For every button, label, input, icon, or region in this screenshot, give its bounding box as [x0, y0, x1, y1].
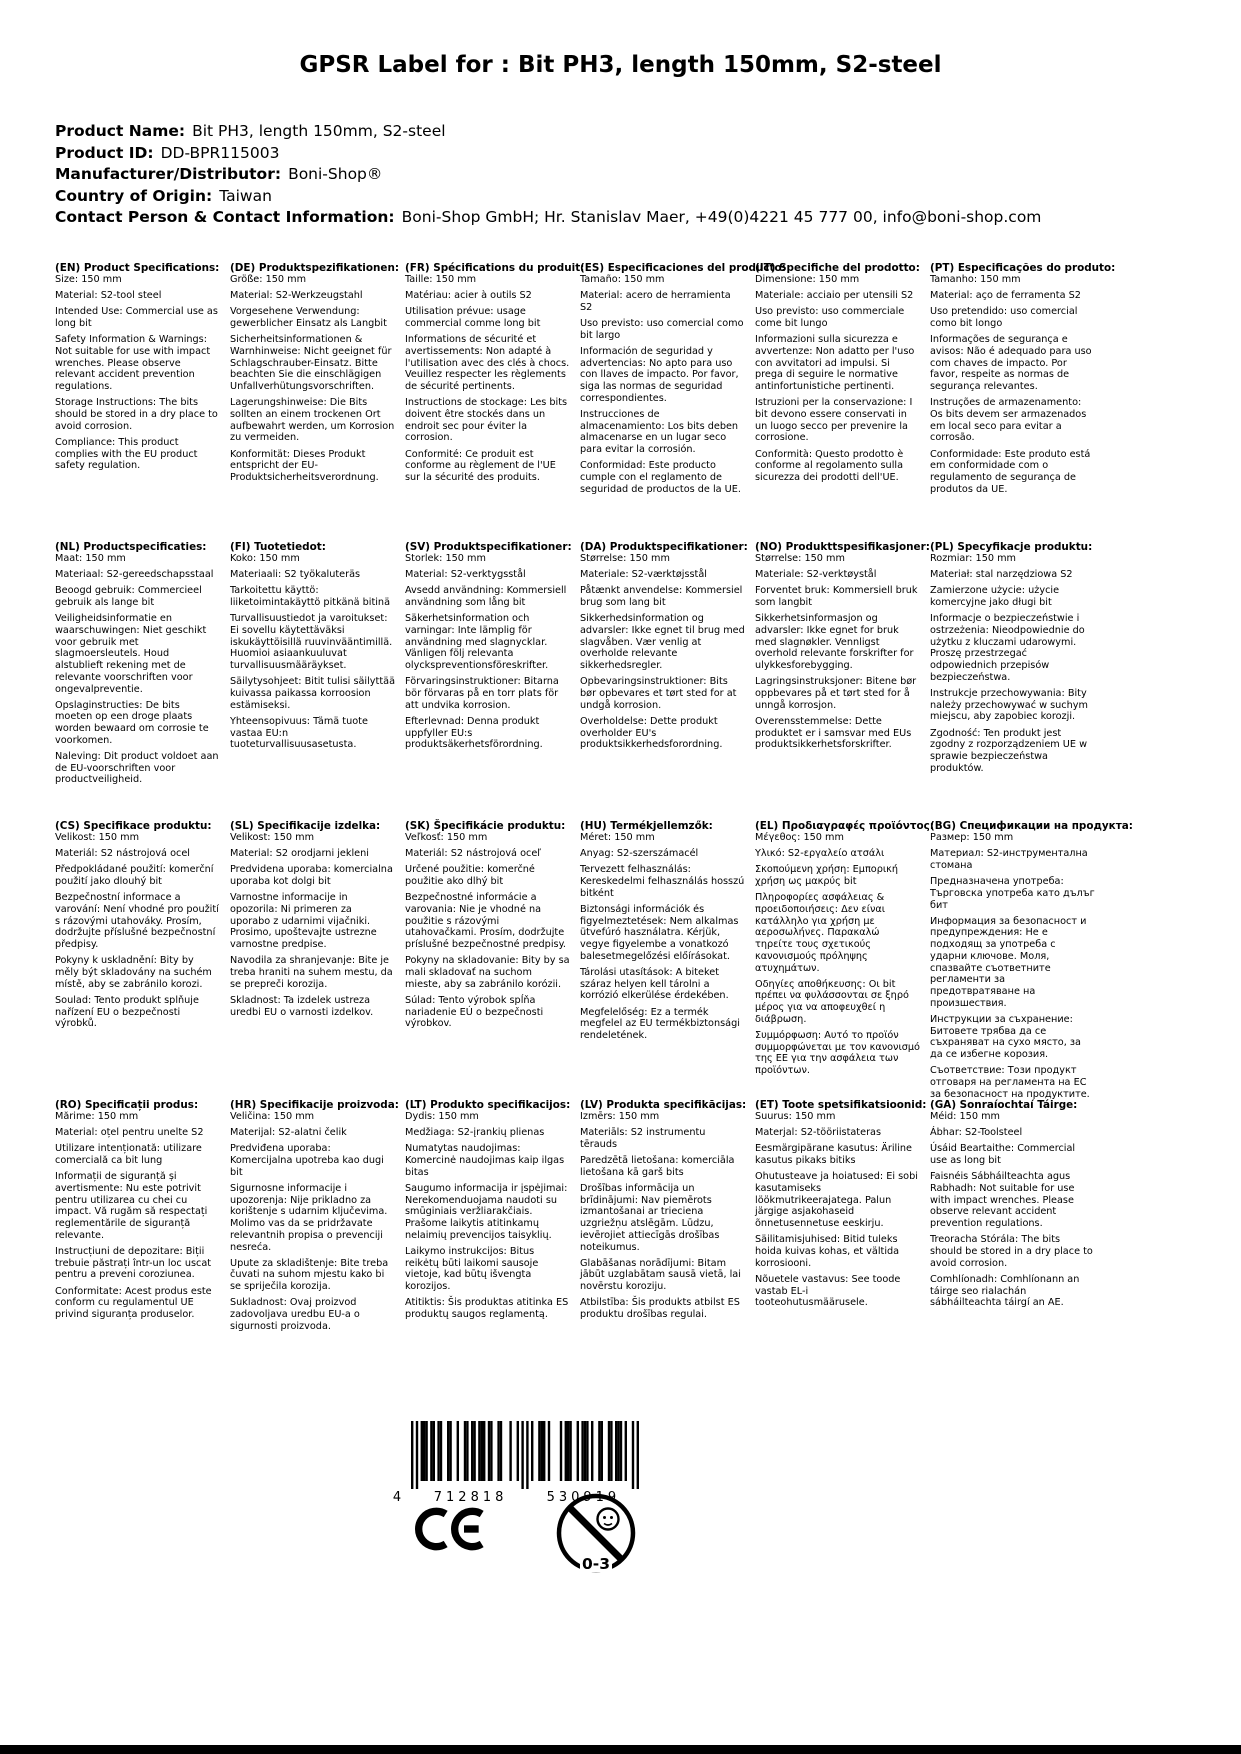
- lang-block-body: [55, 1111, 220, 1321]
- lang-block-title: (EL) Προδιαγραφές προϊόντος:: [755, 820, 934, 832]
- lang-block-body: [755, 274, 920, 484]
- spec-paragraph: Lagerungshinweise: Die Bits sollten an einem trockenen Ort aufbewahrt werden, um Korrosion zu vermeiden.: [230, 397, 395, 444]
- lang-block-body: [405, 274, 570, 484]
- spec-paragraph: Drošības informācija un brīdinājumi: Nav piemērots izmantošanai ar trieciena uzgriežņu atslēgām. Lūdzu, ievērojiet attiecīgās drošības noteikumus.: [580, 1183, 720, 1253]
- lang-block-body: [405, 553, 570, 751]
- lang-block-title: (SK) Špecifikácie produktu:: [405, 820, 566, 832]
- spec-paragraph: Size: 150 mm: [55, 274, 122, 285]
- spec-paragraph: Säilytysohjeet: Bitit tulisi säilyttää kuivassa paikassa korroosion estämiseksi.: [230, 676, 396, 711]
- spec-paragraph: Materiál: S2 nástrojová ocel: [55, 848, 190, 860]
- spec-paragraph: Materiaali: S2 työkaluteräs: [230, 569, 361, 581]
- spec-paragraph: Bezpečnostné informácie a varovania: Nie je vhodné na použitie s rázovými utahovačkami. Prosím, dodržujte príslušné bezpečnostné predpisy.: [405, 892, 566, 951]
- spec-paragraph: Instrucțiuni de depozitare: Biții trebuie păstrați într-un loc uscat pentru a preveni coroziunea.: [55, 1246, 212, 1281]
- spec-paragraph: Atbilstība: Šis produkts atbilst ES produktu drošības regulai.: [580, 1297, 740, 1321]
- lang-block-lv: [580, 1099, 745, 1378]
- lang-block-title: (RO) Specificații produs:: [55, 1099, 199, 1111]
- product-info-row: [55, 186, 1041, 208]
- spec-paragraph: Conformité: Ce produit est conforme au règlement de l'UE sur la sécurité des produits.: [405, 448, 556, 484]
- lang-block-body: [55, 832, 220, 1030]
- spec-paragraph: Velikost: 150 mm: [55, 832, 140, 843]
- spec-paragraph: Materiál: S2 nástrojová oceľ: [405, 848, 541, 860]
- info-value: Boni-Shop GmbH; Hr. Stanislav Maer, +49(0)4221 45 777 00, info@boni-shop.com: [401, 208, 1042, 227]
- spec-paragraph: Méid: 150 mm: [930, 1111, 1000, 1122]
- spec-paragraph: Instrucciones de almacenamiento: Los bits deben almacenarse en un lugar seco para evitar la corrosión.: [580, 409, 739, 456]
- spec-paragraph: Σκοπούμενη χρήση: Εμπορική χρήση ως μακρύς bit: [755, 864, 898, 888]
- lang-block-title: (LV) Produkta specifikācijas:: [580, 1099, 747, 1111]
- spec-paragraph: Størrelse: 150 mm: [580, 553, 670, 564]
- spec-paragraph: Conformità: Questo prodotto è conforme al regolamento sulla sicurezza dei prodotti dell'UE.: [755, 448, 904, 484]
- spec-paragraph: Rozmiar: 150 mm: [930, 553, 1016, 564]
- spec-paragraph: Material: oțel pentru unelte S2: [55, 1127, 204, 1139]
- age-warning-icon: [552, 1486, 640, 1582]
- spec-paragraph: Utilizare intenționată: utilizare comercială ca bit lung: [55, 1143, 202, 1167]
- lang-block-title: (HU) Termékjellemzők:: [580, 820, 713, 832]
- spec-paragraph: Uso pretendido: uso comercial como bit longo: [930, 306, 1078, 330]
- spec-paragraph: Informations de sécurité et avertissements: Non adapté à l'utilisation avec des clés à chocs. Veuillez respecter les règlements de sécurité pertinents.: [405, 334, 570, 393]
- spec-paragraph: Pokyny k uskladnění: Bity by měly být skladovány na suchém místě, aby se zabránilo korozi.: [55, 955, 212, 990]
- lang-block-cs: [55, 820, 220, 1099]
- spec-paragraph: Μέγεθος: 150 mm: [755, 832, 844, 843]
- spec-paragraph: Koko: 150 mm: [230, 553, 300, 564]
- lang-block-ro: [55, 1099, 220, 1378]
- spec-paragraph: Informações de segurança e avisos: Não é adequado para uso com chaves de impacto. Por favor, respeite as normas de segurança relevantes.: [930, 334, 1092, 393]
- spec-paragraph: Material: aço de ferramenta S2: [930, 290, 1081, 302]
- spec-paragraph: Méret: 150 mm: [580, 832, 655, 843]
- spec-paragraph: Comhlíonadh: Comhlíonann an táirge seo rialachán sábháilteachta táirgí an AE.: [930, 1273, 1080, 1309]
- lang-block-body: [580, 1111, 745, 1321]
- spec-paragraph: Navodila za shranjevanje: Bite je treba hraniti na suhem mestu, da se prepreči korozija.: [230, 955, 393, 990]
- spec-paragraph: Vorgesehene Verwendung: gewerblicher Einsatz als Langbit: [230, 306, 387, 330]
- lang-block-title: (FR) Spécifications du produit:: [405, 262, 585, 274]
- spec-paragraph: Material: S2-verktygsstål: [405, 569, 526, 581]
- lang-block-body: [930, 832, 1095, 1100]
- spec-paragraph: Lagringsinstruksjoner: Bitene bør oppbevares på et tørt sted for å unngå korrosjon.: [755, 676, 917, 711]
- info-label: Country of Origin:: [55, 186, 213, 205]
- bottom-edge-bar: [0, 1745, 1241, 1754]
- lang-block-sl: [230, 820, 395, 1099]
- spec-paragraph: Matériau: acier à outils S2: [405, 290, 532, 302]
- lang-block-title: (CS) Specifikace produktu:: [55, 820, 212, 832]
- lang-block-sk: [405, 820, 570, 1099]
- spec-paragraph: Informații de siguranță și avertismente: Nu este potrivit pentru utilizarea cu chei cu impact. Vă rugăm să respectați reglementările de siguranță relevante.: [55, 1171, 208, 1241]
- lang-block-body: [930, 1111, 1095, 1309]
- spec-paragraph: Συμμόρφωση: Αυτό το προϊόν συμμορφώνεται με τον κανονισμό της ΕΕ για την ασφάλεια των προϊόντων.: [755, 1030, 920, 1077]
- spec-paragraph: Instrukcje przechowywania: Bity należy przechowywać w suchym miejscu, aby zapobiec korozji.: [930, 688, 1088, 723]
- lang-block-fr: [405, 262, 585, 541]
- spec-paragraph: Materiale: acciaio per utensili S2: [755, 290, 914, 302]
- lang-block-no: [755, 541, 930, 820]
- lang-block-body: [930, 274, 1095, 495]
- spec-paragraph: Anyag: S2-szerszámacél: [580, 848, 699, 860]
- spec-paragraph: Veličina: 150 mm: [230, 1111, 315, 1122]
- spec-paragraph: Sikkerhetsinformasjon og advarsler: Ikke egnet for bruk med slagnøkler. Vennligst overhold relevante forskrifter for ulykkesforebygging.: [755, 613, 914, 672]
- spec-paragraph: Dydis: 150 mm: [405, 1111, 479, 1122]
- age-warning-label: 0-3: [581, 1555, 611, 1573]
- spec-paragraph: Sukladnost: Ovaj proizvod zadovoljava uredbu EU-a o sigurnosti proizvoda.: [230, 1297, 360, 1332]
- spec-paragraph: Materiale: S2-verktøystål: [755, 569, 877, 581]
- spec-paragraph: Predviđena uporaba: Komercijalna upotreba kao dugi bit: [230, 1143, 384, 1178]
- spec-paragraph: Saugumo informacija ir įspėjimai: Nerekomenduojama naudoti su smūginiais veržliarakčiais. Prašome laikytis atitinkamų nelaimių prevencijos taisyklių.: [405, 1183, 568, 1241]
- spec-paragraph: Dimensione: 150 mm: [755, 274, 860, 285]
- spec-paragraph: Инструкции за съхранение: Битовете трябва да се съхраняват на сухо място, за да се избегне корозия.: [930, 1013, 1081, 1060]
- spec-paragraph: Съответствие: Този продукт отговаря на регламента на ЕС за безопасност на продуктите.: [930, 1065, 1090, 1100]
- spec-paragraph: Informazioni sulla sicurezza e avvertenze: Non adatto per l'uso con avvitatori ad impulsi. Si prega di seguire le normative antinfortunistiche pertinenti.: [755, 334, 915, 393]
- lang-block-nl: [55, 541, 220, 820]
- lang-block-body: [405, 832, 570, 1030]
- product-info-row: [55, 143, 1041, 165]
- lang-block-el: [755, 820, 934, 1099]
- spec-paragraph: Upute za skladištenje: Bite treba čuvati na suhom mjestu kako bi se spriječila korozija.: [230, 1257, 389, 1293]
- spec-paragraph: Skladnost: Ta izdelek ustreza uredbi EU o varnosti izdelkov.: [230, 994, 374, 1018]
- lang-block-pt: [930, 262, 1116, 541]
- spec-paragraph: Sicherheitsinformationen & Warnhinweise: Nicht geeignet für Schlagschrauber-Einsatz. Bitte beachten Sie die einschlägigen Unfallverhütungsvorschriften.: [230, 334, 392, 393]
- lang-block-body: [580, 553, 745, 751]
- lang-block-fi: [230, 541, 395, 820]
- spec-paragraph: Größe: 150 mm: [230, 274, 307, 285]
- spec-paragraph: Υλικό: S2-εργαλείο ατσάλι: [755, 848, 885, 860]
- spec-paragraph: Intended Use: Commercial use as long bit: [55, 306, 218, 330]
- spec-paragraph: Taille: 150 mm: [405, 274, 477, 285]
- spec-paragraph: Instructions de stockage: Les bits doivent être stockés dans un endroit sec pour éviter la corrosion.: [405, 397, 568, 444]
- spec-paragraph: Uso previsto: uso comercial como bit largo: [580, 318, 744, 341]
- spec-paragraph: Materijal: S2-alatni čelik: [230, 1127, 347, 1139]
- spec-paragraph: Οδηγίες αποθήκευσης: Οι bit πρέπει να φυλάσσονται σε ξηρό μέρος για να αποφευχθεί η διάβρωση.: [755, 978, 909, 1025]
- spec-paragraph: Информация за безопасност и предупреждения: Не е подходящ за употреба с ударни ключове. Моля, спазвайте съответните регламенти за предотвратяване на произшествия.: [930, 915, 1087, 1009]
- lang-block-title: (ES) Especificaciones del producto:: [580, 262, 786, 274]
- spec-paragraph: Istruzioni per la conservazione: I bit devono essere conservati in un luogo secco per prevenire la corrosione.: [755, 397, 913, 444]
- product-info-row: [55, 164, 1041, 186]
- spec-paragraph: Biztonsági információk és figyelmeztetések: Nem alkalmas ütvefúró használatra. Kérjük, vegye figyelembe a vonatkozó balesetmegelőzési előírásokat.: [580, 904, 739, 962]
- barcode-digits-group1: 712818: [433, 1490, 508, 1505]
- lang-block-pl: [930, 541, 1095, 820]
- lang-block-title: (GA) Sonraíochtaí Táirge:: [930, 1099, 1078, 1111]
- lang-block-hr: [230, 1099, 399, 1378]
- info-value: Taiwan: [219, 186, 272, 205]
- page-title: GPSR Label for : Bit PH3, length 150mm, S2-steel: [299, 52, 942, 78]
- spec-paragraph: Safety Information & Warnings: Not suitable for use with impact wrenches. Please observe relevant accident prevention regulations.: [55, 334, 211, 393]
- lang-block-es: [580, 262, 786, 541]
- spec-paragraph: Numatytas naudojimas: Komercinė naudojimas kaip ilgas bitas: [405, 1143, 565, 1178]
- info-label: Contact Person & Contact Information:: [55, 208, 395, 227]
- spec-paragraph: Informacje o bezpieczeństwie i ostrzeżenia: Nieodpowiednie do użytku z kluczami udarowymi. Proszę przestrzegać odpowiednich przepisów bezpieczeństwa.: [930, 613, 1085, 683]
- spec-paragraph: Påtænkt anvendelse: Kommersiel brug som lang bit: [580, 585, 743, 609]
- spec-paragraph: Förvaringsinstruktioner: Bitarna bör förvaras på en torr plats för att undvika korrosion.: [405, 676, 559, 711]
- spec-paragraph: Säilitamisjuhised: Bitid tuleks hoida kuivas kohas, et vältida korrosiooni.: [755, 1234, 900, 1269]
- spec-paragraph: Opslaginstructies: De bits moeten op een droge plaats worden bewaard om corrosie te voorkomen.: [55, 699, 209, 746]
- spec-paragraph: Úsáid Beartaithe: Commercial use as long bit: [930, 1143, 1076, 1167]
- info-value: DD-BPR115003: [160, 143, 280, 162]
- spec-paragraph: Faisnéis Sábháilteachta agus Rabhadh: Not suitable for use with impact wrenches. Please observe relevant accident prevention regulations.: [930, 1171, 1075, 1230]
- spec-paragraph: Eesmärgipärane kasutus: Äriline kasutus pikaks bitiks: [755, 1143, 913, 1167]
- lang-block-body: [230, 274, 395, 484]
- info-value: Bit PH3, length 150mm, S2-steel: [192, 122, 446, 140]
- spec-paragraph: Suurus: 150 mm: [755, 1111, 836, 1122]
- spec-paragraph: Utilisation prévue: usage commercial comme long bit: [405, 306, 541, 330]
- spec-paragraph: Overensstemmelse: Dette produktet er i samsvar med EUs produktsikkerhetsforskrifter.: [755, 715, 912, 751]
- spec-paragraph: Instruções de armazenamento: Os bits devem ser armazenados em local seco para evitar a corrosão.: [930, 397, 1087, 444]
- spec-paragraph: Uso previsto: uso commerciale come bit lungo: [755, 306, 905, 330]
- spec-paragraph: Πληροφορίες ασφάλειας & προειδοποιήσεις: Δεν είναι κατάλληλο για χρήση με αεροσωλήνες. Παρακαλώ τηρείτε τους σχετικούς κανονισμούς πρόληψης ατυχημάτων.: [755, 892, 886, 974]
- spec-paragraph: Размер: 150 mm: [930, 832, 1014, 843]
- spec-grid: [55, 262, 1195, 1378]
- spec-paragraph: Turvallisuustiedot ja varoitukset: Ei sovellu käytettäväksi iskukäyttöisillä ruuvinvääntimillä. Huomioi asiaankuuluvat turvallisuusmääräykset.: [230, 613, 393, 672]
- lang-block-bg: [930, 820, 1133, 1100]
- spec-paragraph: Material: S2-Werkzeugstahl: [230, 290, 363, 302]
- spec-paragraph: Určené použitie: komerčné použitie ako dlhý bit: [405, 864, 535, 888]
- spec-paragraph: Atitiktis: Šis produktas atitinka ES produktų saugos reglamentą.: [405, 1297, 569, 1321]
- spec-paragraph: Forventet bruk: Kommersiell bruk som langbit: [755, 585, 918, 609]
- spec-paragraph: Materjal: S2-tööriistateras: [755, 1127, 882, 1139]
- lang-block-lt: [405, 1099, 570, 1378]
- spec-paragraph: Ábhar: S2-Toolsteel: [930, 1127, 1023, 1139]
- lang-block-et: [755, 1099, 927, 1378]
- spec-paragraph: Material: S2 orodjarni jekleni: [230, 848, 369, 860]
- lang-block-body: [55, 274, 220, 472]
- spec-paragraph: Materiał: stal narzędziowa S2: [930, 569, 1073, 581]
- lang-block-body: [930, 553, 1095, 774]
- spec-paragraph: Conformitate: Acest produs este conform cu regulamentul UE privind siguranța produselor.: [55, 1285, 212, 1321]
- lang-block-it: [755, 262, 920, 541]
- info-value: Boni-Shop®: [288, 165, 383, 184]
- lang-block-en: [55, 262, 220, 541]
- lang-block-title: (EN) Product Specifications:: [55, 262, 220, 274]
- spec-paragraph: Sikkerhedsinformation og advarsler: Ikke egnet til brug med slagvåben. Vær venlig at overholde relevante sikkerhedsregler.: [580, 613, 745, 672]
- spec-paragraph: Beoogd gebruik: Commercieel gebruik als lange bit: [55, 585, 202, 609]
- lang-block-body: [580, 832, 745, 1042]
- lang-block-title: (DE) Produktspezifikationen:: [230, 262, 399, 274]
- lang-block-title: (BG) Спецификации на продукта:: [930, 820, 1133, 832]
- lang-block-body: [755, 832, 920, 1077]
- spec-paragraph: Overholdelse: Dette produkt overholder EU's produktsikkerhedsforordning.: [580, 715, 723, 751]
- spec-paragraph: Treoracha Stórála: The bits should be stored in a dry place to avoid corrosion.: [930, 1234, 1093, 1269]
- spec-paragraph: Tárolási utasítások: A biteket száraz helyen kell tárolni a korrózió elkerülése érdekében.: [580, 967, 729, 1002]
- spec-paragraph: Konformität: Dieses Produkt entspricht der EU-Produktsicherheitsverordnung.: [230, 448, 379, 484]
- spec-paragraph: Материал: S2-инструментална стомана: [930, 848, 1088, 871]
- spec-paragraph: Предназначена употреба: Търговска употреба като дълъг бит: [930, 876, 1095, 911]
- spec-paragraph: Paredzētā lietošana: komerciāla lietošana kā garš bits: [580, 1155, 735, 1178]
- spec-paragraph: Compliance: This product complies with the EU product safety regulation.: [55, 436, 198, 472]
- spec-paragraph: Izmērs: 150 mm: [580, 1111, 660, 1122]
- lang-block-title: (NO) Produkttspesifikasjoner:: [755, 541, 930, 553]
- lang-block-hu: [580, 820, 745, 1099]
- spec-paragraph: Velikost: 150 mm: [230, 832, 315, 843]
- lang-block-title: (ET) Toote spetsifikatsioonid:: [755, 1099, 927, 1111]
- spec-paragraph: Mărime: 150 mm: [55, 1111, 139, 1122]
- lang-block-body: [755, 1111, 920, 1309]
- spec-paragraph: Medžiaga: S2-įrankių plienas: [405, 1127, 545, 1139]
- spec-paragraph: Laikymo instrukcijos: Bitus reikėtų būti laikomi sausoje vietoje, kad būtų išvengta korozijos.: [405, 1246, 539, 1293]
- info-label: Product Name:: [55, 122, 186, 140]
- lang-block-body: [755, 553, 920, 751]
- lang-block-title: (PL) Specyfikacje produktu:: [930, 541, 1093, 553]
- lang-block-title: (SV) Produktspecifikationer:: [405, 541, 572, 553]
- lang-block-da: [580, 541, 748, 820]
- spec-paragraph: Nõuetele vastavus: See toode vastab EL-i tooteohutusmäärusele.: [755, 1273, 901, 1309]
- lang-block-body: [230, 1111, 395, 1332]
- spec-paragraph: Tamanho: 150 mm: [930, 274, 1021, 285]
- spec-paragraph: Materiaal: S2-gereedschapsstaal: [55, 569, 214, 581]
- spec-paragraph: Säkerhetsinformation och varningar: Inte lämplig för användning med slagnycklar. Vänligen följ relevanta olyckspreventionsföreskrifter.: [405, 613, 549, 672]
- spec-paragraph: Předpokládané použití: komerční použití jako dlouhý bit: [55, 864, 214, 888]
- spec-paragraph: Maat: 150 mm: [55, 553, 126, 564]
- spec-paragraph: Yhteensopivuus: Tämä tuote vastaa EU:n tuoteturvallisuusasetusta.: [230, 715, 368, 751]
- spec-paragraph: Ohutusteave ja hoiatused: Ei sobi kasutamiseks löökmutrikeerajatega. Palun järgige asjakohaseid õnnetusennetuse eeskirju.: [755, 1171, 918, 1230]
- lang-block-body: [55, 553, 220, 786]
- lang-block-body: [405, 1111, 570, 1321]
- spec-paragraph: Veiligheidsinformatie en waarschuwingen: Niet geschikt voor gebruik met slagmoersleutels. Houd alstublieft rekening met de relevante voorschriften voor ongevalpreventie.: [55, 613, 207, 695]
- lang-block-title: (HR) Specifikacije proizvoda:: [230, 1099, 399, 1111]
- spec-paragraph: Material: acero de herramienta S2: [580, 290, 731, 313]
- spec-paragraph: Materiāls: S2 instrumentu tērauds: [580, 1127, 706, 1150]
- spec-paragraph: Súlad: Tento výrobok spĺňa nariadenie EÚ o bezpečnosti výrobkov.: [405, 994, 544, 1030]
- spec-paragraph: Avsedd användning: Kommersiell användning som lång bit: [405, 585, 567, 609]
- lang-block-ga: [930, 1099, 1095, 1378]
- spec-paragraph: Glabāšanas norādījumi: Bitam jābūt uzglabātam sausā vietā, lai novērstu koroziju.: [580, 1257, 741, 1293]
- info-label: Product ID:: [55, 143, 154, 162]
- spec-paragraph: Naleving: Dit product voldoet aan de EU-voorschriften voor productveiligheid.: [55, 751, 219, 786]
- spec-paragraph: Opbevaringsinstruktioner: Bits bør opbevares et tørt sted for at undgå korrosion.: [580, 676, 737, 711]
- lang-block-body: [230, 832, 395, 1018]
- spec-paragraph: Zamierzone użycie: użycie komercyjne jako długi bit: [930, 585, 1060, 609]
- spec-paragraph: Storage Instructions: The bits should be stored in a dry place to avoid corrosion.: [55, 397, 218, 432]
- spec-paragraph: Soulad: Tento produkt splňuje nařízení EU o bezpečnosti výrobků.: [55, 994, 199, 1030]
- lang-block-title: (FI) Tuotetiedot:: [230, 541, 326, 553]
- spec-paragraph: Efterlevnad: Denna produkt uppfyller EU:s produktsäkerhetsförordning.: [405, 715, 543, 751]
- spec-paragraph: Veľkosť: 150 mm: [405, 832, 488, 843]
- spec-paragraph: Størrelse: 150 mm: [755, 553, 845, 564]
- lang-block-sv: [405, 541, 570, 820]
- lang-block-title: (LT) Produkto specifikacijos:: [405, 1099, 571, 1111]
- spec-paragraph: Zgodność: Ten produkt jest zgodny z rozporządzeniem UE w sprawie bezpieczeństwa produktów.: [930, 727, 1088, 774]
- spec-paragraph: Varnostne informacije in opozorila: Ni primeren za uporabo z udarnimi vijačniki. Prosimo, upoštevajte ustrezne varnostne predpise.: [230, 892, 377, 951]
- info-label: Manufacturer/Distributor:: [55, 165, 282, 184]
- product-info: [55, 121, 1041, 229]
- lang-block-title: (SL) Specifikacije izdelka:: [230, 820, 381, 832]
- spec-paragraph: Megfelelőség: Ez a termék megfelel az EU termékbiztonsági rendeletének.: [580, 1006, 740, 1042]
- spec-paragraph: Tervezett felhasználás: Kereskedelmi felhasználás hosszú bitként: [580, 864, 745, 899]
- lang-block-title: (PT) Especificações do produto:: [930, 262, 1116, 274]
- spec-paragraph: Bezpečnostní informace a varování: Není vhodné pro použití s rázovými utahováky. Prosím, dodržujte příslušné bezpečnostní předpisy.: [55, 892, 219, 951]
- spec-paragraph: Tamaño: 150 mm: [580, 274, 665, 285]
- ce-mark-icon: [413, 1497, 485, 1565]
- product-info-row: [55, 121, 1041, 143]
- spec-paragraph: Predvidena uporaba: komercialna uporaba kot dolgi bit: [230, 864, 393, 888]
- lang-block-body: [580, 274, 745, 495]
- spec-paragraph: Sigurnosne informacije i upozorenja: Nije prikladno za korištenje s udarnim ključevima. Molimo vas da se pridržavate relevantnih propisa o prevenciji nesreća.: [230, 1183, 388, 1253]
- lang-block-title: (DA) Produktspecifikationer:: [580, 541, 748, 553]
- spec-paragraph: Información de seguridad y advertencias: No apto para uso con llaves de impacto. Por favor, siga las normas de seguridad correspondientes.: [580, 346, 739, 404]
- spec-paragraph: Pokyny na skladovanie: Bity by sa mali skladovať na suchom mieste, aby sa zabránilo korózii.: [405, 955, 570, 990]
- lang-block-de: [230, 262, 399, 541]
- spec-paragraph: Conformidad: Este producto cumple con el reglamento de seguridad de productos de la UE.: [580, 460, 741, 495]
- spec-paragraph: Storlek: 150 mm: [405, 553, 486, 564]
- spec-paragraph: Tarkoitettu käyttö: liiketoimintakäyttö pitkänä bitinä: [230, 585, 391, 609]
- barcode-digit-left: 4: [393, 1490, 406, 1505]
- lang-block-body: [230, 553, 395, 751]
- lang-block-title: (NL) Productspecificaties:: [55, 541, 207, 553]
- spec-paragraph: Material: S2-tool steel: [55, 290, 162, 302]
- product-info-row: [55, 207, 1041, 229]
- spec-paragraph: Conformidade: Este produto está em conformidade com o regulamento de segurança de produtos da UE.: [930, 448, 1091, 495]
- lang-block-title: (IT) Specifiche del prodotto:: [755, 262, 920, 274]
- spec-paragraph: Materiale: S2-værktøjsstål: [580, 569, 707, 581]
- barcode-digits-group2: 530919: [546, 1490, 621, 1505]
